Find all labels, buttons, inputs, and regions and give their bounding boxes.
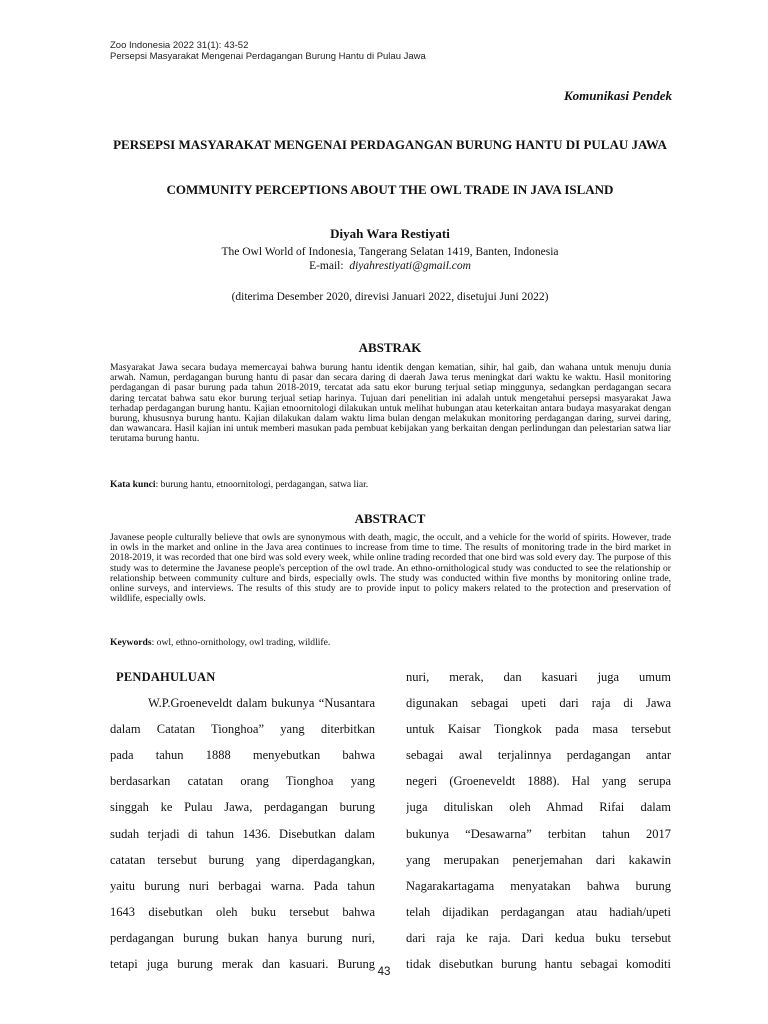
abstract-heading: ABSTRACT — [354, 511, 426, 526]
kata-kunci-label: Kata kunci — [110, 479, 156, 490]
title-english: COMMUNITY PERCEPTIONS ABOUT THE OWL TRADE IN JAVA ISLAND — [166, 182, 614, 197]
body-line: tetapi juga burung merak dan kasuari. Burung — [110, 957, 375, 972]
body-line: perdagangan burung bukan hanya burung nuri, — [110, 930, 375, 945]
body-line: untuk Kaisar Tiongkok pada masa tersebut — [406, 722, 671, 737]
body-line: yang merupakan penerjemahan dari kakawin — [406, 852, 671, 867]
body-column-left — [110, 664, 375, 977]
section-heading-pendahuluan: PENDAHULUAN — [116, 670, 216, 684]
running-header — [110, 40, 426, 62]
kata-kunci — [110, 479, 671, 490]
body-line: negeri (Groeneveldt 1888). Hal yang serupa — [406, 774, 671, 789]
body-line: juga dituliskan oleh Ahmad Rifai dalam — [406, 800, 671, 815]
journal-citation: Zoo Indonesia 2022 31(1): 43-52 — [110, 40, 249, 51]
keywords — [110, 637, 671, 648]
body-line: sebagai awal terjalinnya perdagangan antar — [406, 748, 671, 763]
email-line — [110, 259, 670, 273]
body-line: berdasarkan catatan orang Tionghoa yang — [110, 774, 375, 789]
running-short-title: Persepsi Masyarakat Mengenai Perdagangan Burung Hantu di Pulau Jawa — [110, 51, 426, 62]
body-line: Nagarakartagama menyatakan bahwa burung — [406, 878, 671, 893]
affiliation: The Owl World of Indonesia, Tangerang Selatan 1419, Banten, Indonesia — [221, 246, 559, 258]
affiliation-block — [110, 245, 670, 273]
page-number: 43 — [377, 966, 391, 978]
abstrak-text: Masyarakat Jawa secara budaya memercayai bahwa burung hantu identik dengan kematian, sihir, hal gaib, dan wahana untuk menuju dunia arwah. Namun, perdagangan burung hantu di pasar dan secara daring di daerah Jawa terus meningkat dari waktu ke waktu. Hasil monitoring perdagangan di pasar burung pada tahun 2018-2019, tercatat ada satu ekor burung terjual setiap minggunya, sedangkan perdagangan secara daring tercatat bahwa satu ekor burung terjual setiap harinya. Tujuan dari penelitian ini adalah untuk mengetahui persepsi masyarakat Jawa terhadap perdagangan burung hantu. Kajian etnoornitologi dilakukan untuk melihat hubungan atau keterkaitan antara budaya masyarakat dengan burung, khususnya burung hantu. Kajian dilakukan dalam waktu lima bulan dengan melakukan monitoring perdagangan daring, survei daring, dan wawancara. Hasil kajian ini untuk memberi masukan pada pembuat kebijakan yang berkaitan dengan perlindungan dan pelestarian satwa liar terutama burung hantu. — [110, 362, 671, 445]
body-line: yaitu burung nuri berbagai warna. Pada tahun — [110, 878, 375, 893]
body-line: digunakan sebagai upeti dari raja di Jawa — [406, 696, 671, 711]
article-type: Komunikasi Pendek — [564, 88, 672, 103]
body-line: nuri, merak, dan kasuari juga umum — [406, 670, 671, 684]
body-line: dari raja ke raja. Dari kedua buku tersebut — [406, 930, 671, 945]
body-line: tidak disebutkan burung hantu sebagai komoditi — [406, 957, 671, 972]
email-label: E-mail: — [309, 260, 344, 272]
body-line: dalam Catatan Tionghoa” yang diterbitkan — [110, 722, 375, 737]
abstrak-heading: ABSTRAK — [358, 340, 422, 355]
body-line: 1643 disebutkan oleh buku tersebut bahwa — [110, 904, 375, 919]
body-line: pada tahun 1888 menyebutkan bahwa — [110, 748, 375, 763]
body-line: catatan tersebut burung yang diperdagangkan, — [110, 852, 375, 867]
body-column-right — [406, 664, 671, 977]
author-name: Diyah Wara Restiyati — [330, 226, 450, 241]
keywords-label: Keywords — [110, 637, 152, 648]
body-line: W.P.Groeneveldt dalam bukunya “Nusantara — [148, 696, 375, 711]
body-line: bukunya “Desawarna” terbitan tahun 2017 — [406, 826, 671, 841]
abstract-text: Javanese people culturally believe that owls are synonymous with death, magic, the occult, and a vehicle for the world of spirits. However, trade in owls in the market and online in the Java area continues to increase from time to time. The results of monitoring trade in the bird market in 2018-2019, it was recorded that one bird was sold every week, while online trading recorded that one bird was sold every day. The purpose of this study was to determine the Javanese people's perception of the owl trade. An ethno-ornithological study was conducted to see the relationship or relationship between community culture and birds, especially owls. The study was conducted within five months by monitoring online trade, online surveys, and interviews. The results of this study are to provide input to policy makers related to the protection and preservation of wildlife, especially owls. — [110, 532, 671, 605]
keywords-text: : owl, ethno-ornithology, owl trading, wildlife. — [151, 637, 331, 648]
body-line: sudah terjadi di tahun 1436. Disebutkan dalam — [110, 826, 375, 841]
kata-kunci-text: : burung hantu, etnoornitologi, perdagangan, satwa liar. — [155, 479, 369, 490]
body-line: telah dijadikan perdagangan atau hadiah/upeti — [406, 904, 671, 919]
body-line: singgah ke Pulau Jawa, perdagangan burung — [110, 800, 375, 815]
received-dates: (diterima Desember 2020, direvisi Januari 2022, disetujui Juni 2022) — [231, 291, 549, 303]
title-indonesian: PERSEPSI MASYARAKAT MENGENAI PERDAGANGAN BURUNG HANTU DI PULAU JAWA — [113, 137, 667, 152]
email-link[interactable]: diyahrestiyati@gmail.com — [349, 260, 471, 272]
